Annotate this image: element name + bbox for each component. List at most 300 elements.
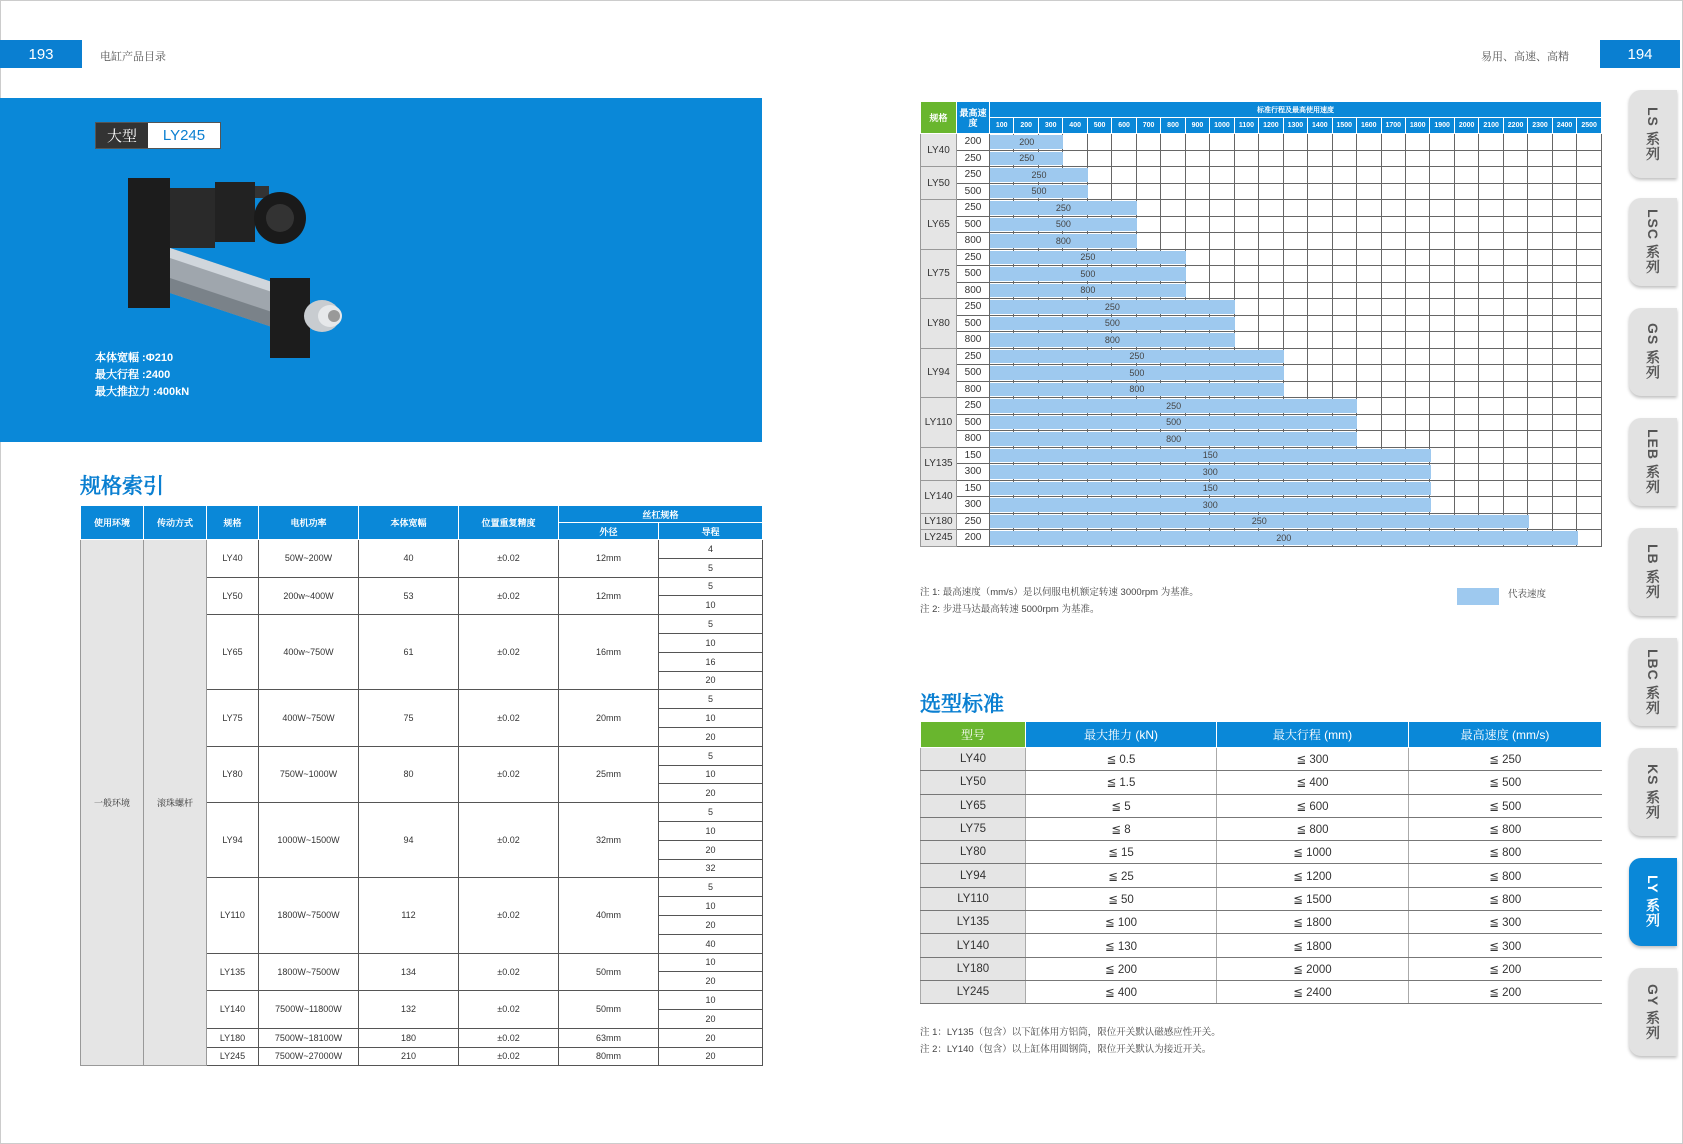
stroke-cell (1405, 266, 1429, 283)
cell-precision: ±0.02 (459, 615, 559, 690)
stroke-cell (1479, 414, 1503, 431)
stroke-cell (990, 431, 1182, 448)
stroke-cell (1308, 167, 1332, 184)
stroke-cell (1234, 233, 1258, 250)
cell-model: LY40 (207, 540, 259, 578)
stroke-cell (1430, 332, 1454, 349)
cell-lead: 20 (659, 972, 763, 991)
th-model: 规格 (207, 506, 259, 540)
speed-row (921, 530, 1602, 547)
stroke-cell (1454, 282, 1478, 299)
stroke-cell (1577, 216, 1602, 233)
stroke-cell (1577, 299, 1602, 316)
stroke-cell (1357, 233, 1381, 250)
stroke-header: 2100 (1479, 118, 1503, 134)
series-tab[interactable] (1629, 418, 1677, 506)
stroke-cell (1381, 266, 1405, 283)
selection-note-2: 注 2：LY140（包含）以上缸体用圆钢筒，限位开关默认为接近开关。 (920, 1044, 1212, 1055)
stroke-cell (1259, 332, 1283, 349)
right-page-number: 194 (1600, 40, 1680, 68)
cell-lead: 10 (659, 709, 763, 728)
cell-power: 1800W~7500W (259, 878, 359, 953)
stroke-cell (1503, 134, 1527, 151)
stroke-cell (990, 134, 1035, 151)
selection-note-1: 注 1：LY135（包含）以下缸体用方铝筒，限位开关默认磁感应性开关。 (920, 1027, 1221, 1038)
stroke-cell (1528, 249, 1552, 266)
stroke-cell (1332, 315, 1356, 332)
stroke-cell (1357, 365, 1381, 382)
stroke-cell (1332, 216, 1356, 233)
speed-bar-label: 250 (1251, 516, 1267, 527)
cell-sel-model: LY75 (921, 817, 1026, 840)
stroke-cell (1357, 398, 1381, 415)
stroke-cell (1503, 249, 1527, 266)
stroke-cell (1577, 381, 1602, 398)
stroke-cell (1308, 183, 1332, 200)
stroke-cell (1381, 299, 1405, 316)
stroke-cell (1161, 233, 1185, 250)
speed-row (921, 266, 1602, 283)
selection-row (921, 887, 1602, 910)
cell-lead: 10 (659, 953, 763, 972)
series-tab[interactable] (1629, 968, 1677, 1056)
stroke-cell (1552, 464, 1576, 481)
cell-speed: 250 (957, 200, 990, 217)
selection-row (921, 748, 1602, 771)
stroke-cell (1308, 315, 1332, 332)
stroke-cell (1381, 414, 1405, 431)
stroke-cell (1405, 381, 1429, 398)
stroke-cell (1577, 414, 1602, 431)
cell-sel-speed: ≦ 800 (1409, 841, 1602, 864)
cell-sel-speed: ≦ 800 (1409, 817, 1602, 840)
stroke-cell (1381, 249, 1405, 266)
cell-speed: 500 (957, 365, 990, 382)
cell-lead: 5 (659, 746, 763, 765)
stroke-cell (1479, 233, 1503, 250)
stroke-cell (1210, 249, 1234, 266)
stroke-cell (1405, 200, 1429, 217)
stroke-header: 1800 (1405, 118, 1429, 134)
stroke-header: 1700 (1381, 118, 1405, 134)
stroke-cell (1234, 183, 1258, 200)
stroke-cell (1112, 167, 1136, 184)
stroke-cell (1185, 200, 1209, 217)
speed-bar-label: 250 (1031, 169, 1047, 180)
series-tab-label: LS 系列 (1645, 106, 1661, 162)
cell-lead: 5 (659, 558, 763, 577)
stroke-header: 2000 (1454, 118, 1478, 134)
stroke-cell (1503, 431, 1527, 448)
cell-spec: LY65 (921, 200, 957, 250)
cell-power: 200w~400W (259, 577, 359, 615)
cell-lead: 4 (659, 540, 763, 559)
stroke-cell (1454, 200, 1478, 217)
stroke-cell (1210, 150, 1234, 167)
stroke-cell (1528, 381, 1552, 398)
hero-specs (95, 350, 189, 401)
stroke-cell (1552, 233, 1576, 250)
stroke-cell (1308, 332, 1332, 349)
stroke-cell (1430, 167, 1454, 184)
stroke-cell (1430, 200, 1454, 217)
cell-sel-force: ≦ 1.5 (1026, 771, 1217, 794)
stroke-cell (1577, 431, 1602, 448)
stroke-cell (1234, 200, 1258, 217)
cell-power: 7500W~11800W (259, 991, 359, 1029)
selection-row (921, 794, 1602, 817)
stroke-cell (1357, 167, 1381, 184)
series-tab[interactable] (1629, 858, 1677, 946)
th-sel-model: 型号 (921, 722, 1026, 748)
stroke-cell (1405, 249, 1429, 266)
series-tab[interactable] (1629, 90, 1677, 178)
stroke-cell (1503, 365, 1527, 382)
cell-sel-speed: ≦ 500 (1409, 794, 1602, 817)
stroke-cell (1503, 497, 1527, 514)
selection-row (921, 817, 1602, 840)
speed-bar-label: 250 (1166, 400, 1182, 411)
speed-row (921, 497, 1602, 514)
stroke-cell (1283, 150, 1307, 167)
series-tab[interactable] (1629, 198, 1677, 286)
stroke-cell (1259, 216, 1283, 233)
stroke-cell (1430, 282, 1454, 299)
stroke-cell (1577, 447, 1602, 464)
stroke-cell (1479, 332, 1503, 349)
stroke-cell (1210, 233, 1234, 250)
stroke-cell (1405, 299, 1429, 316)
left-header-title: 电缸产品目录 (100, 51, 166, 63)
cell-width: 134 (359, 953, 459, 991)
stroke-cell (1283, 315, 1307, 332)
stroke-header: 1000 (1210, 118, 1234, 134)
cell-sel-force: ≦ 200 (1026, 957, 1217, 980)
cell-speed: 250 (957, 398, 990, 415)
stroke-cell (1405, 414, 1429, 431)
stroke-cell (1503, 464, 1527, 481)
spec-force: 最大推拉力 :400kN (95, 386, 190, 398)
cell-width: 40 (359, 540, 459, 578)
stroke-cell (1283, 216, 1307, 233)
cell-spec: LY50 (921, 167, 957, 200)
stroke-cell (1283, 233, 1307, 250)
series-tab-label: LB 系列 (1645, 544, 1661, 600)
cell-sel-stroke: ≦ 1200 (1217, 864, 1409, 887)
stroke-cell (1332, 365, 1356, 382)
stroke-cell (1357, 249, 1381, 266)
cell-diameter: 40mm (559, 878, 659, 953)
stroke-cell (1308, 200, 1332, 217)
speed-bar-label: 150 (1202, 483, 1218, 494)
selection-title: 选型标准 (920, 693, 1004, 716)
cell-sel-stroke: ≦ 2000 (1217, 957, 1409, 980)
stroke-cell (1552, 348, 1576, 365)
stroke-cell (1308, 266, 1332, 283)
cell-width: 53 (359, 577, 459, 615)
cell-sel-force: ≦ 400 (1026, 980, 1217, 1003)
cell-speed: 200 (957, 530, 990, 547)
stroke-cell (1552, 480, 1576, 497)
stroke-cell (1259, 200, 1283, 217)
stroke-cell (1528, 513, 1552, 530)
stroke-cell (990, 167, 1047, 184)
stroke-cell (1283, 332, 1307, 349)
stroke-cell (1381, 183, 1405, 200)
cell-diameter: 20mm (559, 690, 659, 746)
speed-row (921, 249, 1602, 266)
series-tab-label: LBC 系列 (1645, 648, 1661, 716)
stroke-cell (1136, 150, 1160, 167)
stroke-cell (1503, 216, 1527, 233)
stroke-cell (1332, 150, 1356, 167)
speed-note-1: 注 1: 最高速度（mm/s）是以伺服电机额定转速 3000rpm 为基准。 (920, 587, 1199, 598)
cell-speed: 800 (957, 381, 990, 398)
cell-speed: 150 (957, 447, 990, 464)
stroke-cell (1479, 348, 1503, 365)
speed-row (921, 299, 1602, 316)
cell-speed: 500 (957, 216, 990, 233)
speed-row (921, 431, 1602, 448)
stroke-cell (1577, 249, 1602, 266)
stroke-cell (1332, 233, 1356, 250)
stroke-cell (1332, 266, 1356, 283)
speed-bar-label: 300 (1202, 499, 1218, 510)
stroke-cell (1454, 464, 1478, 481)
stroke-cell (1405, 134, 1429, 151)
stroke-cell (1552, 398, 1576, 415)
selection-row (921, 841, 1602, 864)
stroke-cell (1454, 332, 1478, 349)
cell-diameter: 50mm (559, 991, 659, 1029)
cell-sel-model: LY65 (921, 794, 1026, 817)
speed-chart (920, 101, 1602, 547)
stroke-header: 900 (1185, 118, 1209, 134)
cell-lead: 10 (659, 596, 763, 615)
stroke-cell (1503, 167, 1527, 184)
stroke-cell (1185, 134, 1209, 151)
stroke-cell (1381, 167, 1405, 184)
stroke-cell (1357, 315, 1381, 332)
cell-diameter: 32mm (559, 803, 659, 878)
cell-sel-model: LY50 (921, 771, 1026, 794)
speed-row (921, 414, 1602, 431)
stroke-cell (1577, 233, 1602, 250)
stroke-cell (1332, 299, 1356, 316)
cell-spec: LY140 (921, 480, 957, 513)
cell-lead: 20 (659, 915, 763, 934)
stroke-cell (1479, 216, 1503, 233)
stroke-cell (1405, 183, 1429, 200)
series-tab[interactable] (1629, 528, 1677, 616)
cell-sel-speed: ≦ 200 (1409, 957, 1602, 980)
stroke-cell (1381, 332, 1405, 349)
cell-lead: 20 (659, 784, 763, 803)
stroke-cell (1332, 167, 1356, 184)
cell-model: LY94 (207, 803, 259, 878)
stroke-cell (1405, 150, 1429, 167)
stroke-cell (1479, 464, 1503, 481)
cell-precision: ±0.02 (459, 1047, 559, 1066)
stroke-header: 1100 (1234, 118, 1258, 134)
series-tab-label: GS 系列 (1645, 323, 1661, 381)
legend-swatch (1457, 588, 1499, 605)
stroke-cell (1259, 183, 1283, 200)
stroke-cell (1259, 249, 1283, 266)
cell-model: LY245 (207, 1047, 259, 1066)
stroke-cell (1185, 216, 1209, 233)
series-tab[interactable] (1629, 308, 1677, 396)
stroke-cell (1357, 381, 1381, 398)
speed-row (921, 365, 1602, 382)
stroke-cell (1503, 398, 1527, 415)
cell-model: LY110 (207, 878, 259, 953)
stroke-cell (1503, 183, 1527, 200)
cell-lead: 5 (659, 690, 763, 709)
stroke-cell (1552, 150, 1576, 167)
speed-row (921, 464, 1602, 481)
stroke-cell (1161, 167, 1185, 184)
model-label: LY245 (148, 123, 220, 148)
stroke-cell (990, 332, 1120, 349)
stroke-cell (1405, 348, 1429, 365)
cell-sel-model: LY135 (921, 911, 1026, 934)
stroke-cell (1479, 167, 1503, 184)
cell-lead: 5 (659, 577, 763, 596)
stroke-cell (1577, 315, 1602, 332)
th-spec: 规格 (921, 102, 957, 134)
stroke-cell (1234, 216, 1258, 233)
stroke-cell (1577, 167, 1602, 184)
stroke-cell (1087, 167, 1111, 184)
stroke-cell (1430, 365, 1454, 382)
stroke-cell (1136, 216, 1160, 233)
stroke-cell (990, 480, 1218, 497)
stroke-header: 300 (1038, 118, 1062, 134)
stroke-header: 200 (1014, 118, 1038, 134)
speed-row (921, 200, 1602, 217)
cell-lead: 20 (659, 840, 763, 859)
cell-lead: 10 (659, 897, 763, 916)
speed-bar-label: 500 (1129, 367, 1145, 378)
series-tab-label: KS 系列 (1645, 763, 1661, 821)
speed-bar-label: 250 (1019, 153, 1035, 164)
stroke-cell (1528, 282, 1552, 299)
stroke-cell (990, 365, 1145, 382)
stroke-cell (1503, 332, 1527, 349)
stroke-cell (1234, 134, 1258, 151)
cell-lead: 5 (659, 878, 763, 897)
spec-width: 本体宽幅 :Φ210 (95, 352, 174, 364)
stroke-cell (1454, 447, 1478, 464)
cell-sel-stroke: ≦ 800 (1217, 817, 1409, 840)
stroke-cell (990, 315, 1120, 332)
stroke-cell (1503, 480, 1527, 497)
stroke-cell (1357, 299, 1381, 316)
stroke-cell (990, 414, 1182, 431)
stroke-cell (1283, 183, 1307, 200)
cell-drive: 滚珠螺杆 (144, 540, 207, 1066)
stroke-cell (1430, 464, 1454, 481)
stroke-cell (1552, 315, 1576, 332)
stroke-cell (1454, 365, 1478, 382)
stroke-cell (1528, 150, 1552, 167)
cell-lead: 20 (659, 727, 763, 746)
stroke-cell (1528, 183, 1552, 200)
stroke-cell (1381, 150, 1405, 167)
stroke-cell (1479, 497, 1503, 514)
cell-width: 132 (359, 991, 459, 1029)
cell-lead: 20 (659, 1028, 763, 1047)
stroke-cell (1577, 266, 1602, 283)
stroke-cell (990, 513, 1267, 530)
stroke-cell (1577, 282, 1602, 299)
stroke-cell (1308, 233, 1332, 250)
cell-power: 1000W~1500W (259, 803, 359, 878)
stroke-cell (990, 216, 1071, 233)
stroke-header: 1200 (1259, 118, 1283, 134)
cell-power: 7500W~27000W (259, 1047, 359, 1066)
stroke-cell (1430, 134, 1454, 151)
series-tab[interactable] (1629, 748, 1677, 836)
spec-index-table (80, 505, 763, 1066)
stroke-cell (1454, 183, 1478, 200)
stroke-header: 2300 (1528, 118, 1552, 134)
cell-diameter: 63mm (559, 1028, 659, 1047)
cell-power: 400w~750W (259, 615, 359, 690)
stroke-cell (1552, 183, 1576, 200)
stroke-cell (1259, 315, 1283, 332)
cell-sel-stroke: ≦ 400 (1217, 771, 1409, 794)
cell-lead: 20 (659, 1047, 763, 1066)
stroke-cell (1479, 183, 1503, 200)
series-tab[interactable] (1629, 638, 1677, 726)
cell-model: LY180 (207, 1028, 259, 1047)
stroke-cell (1577, 134, 1602, 151)
stroke-cell (990, 233, 1071, 250)
th-drive: 传动方式 (144, 506, 207, 540)
speed-row (921, 282, 1602, 299)
stroke-cell (1528, 216, 1552, 233)
spec-index-table-wrap (80, 505, 762, 1066)
stroke-cell (1308, 381, 1332, 398)
stroke-cell (1357, 332, 1381, 349)
stroke-cell (1234, 167, 1258, 184)
stroke-cell (1357, 348, 1381, 365)
stroke-cell (1528, 398, 1552, 415)
stroke-cell (1136, 167, 1160, 184)
stroke-cell (1259, 282, 1283, 299)
stroke-cell (1308, 150, 1332, 167)
stroke-cell (1552, 167, 1576, 184)
stroke-cell (1454, 398, 1478, 415)
stroke-cell (1528, 447, 1552, 464)
stroke-cell (1283, 167, 1307, 184)
stroke-cell (1283, 365, 1307, 382)
th-maxspeed: 最高速度 (957, 102, 990, 134)
th-diameter: 外径 (559, 523, 659, 540)
stroke-cell (1332, 348, 1356, 365)
stroke-cell (1577, 150, 1602, 167)
stroke-cell (1479, 282, 1503, 299)
stroke-header: 1600 (1357, 118, 1381, 134)
cell-lead: 5 (659, 803, 763, 822)
cell-lead: 10 (659, 765, 763, 784)
cell-speed: 300 (957, 497, 990, 514)
stroke-cell (1503, 447, 1527, 464)
stroke-cell (1308, 216, 1332, 233)
cell-diameter: 80mm (559, 1047, 659, 1066)
